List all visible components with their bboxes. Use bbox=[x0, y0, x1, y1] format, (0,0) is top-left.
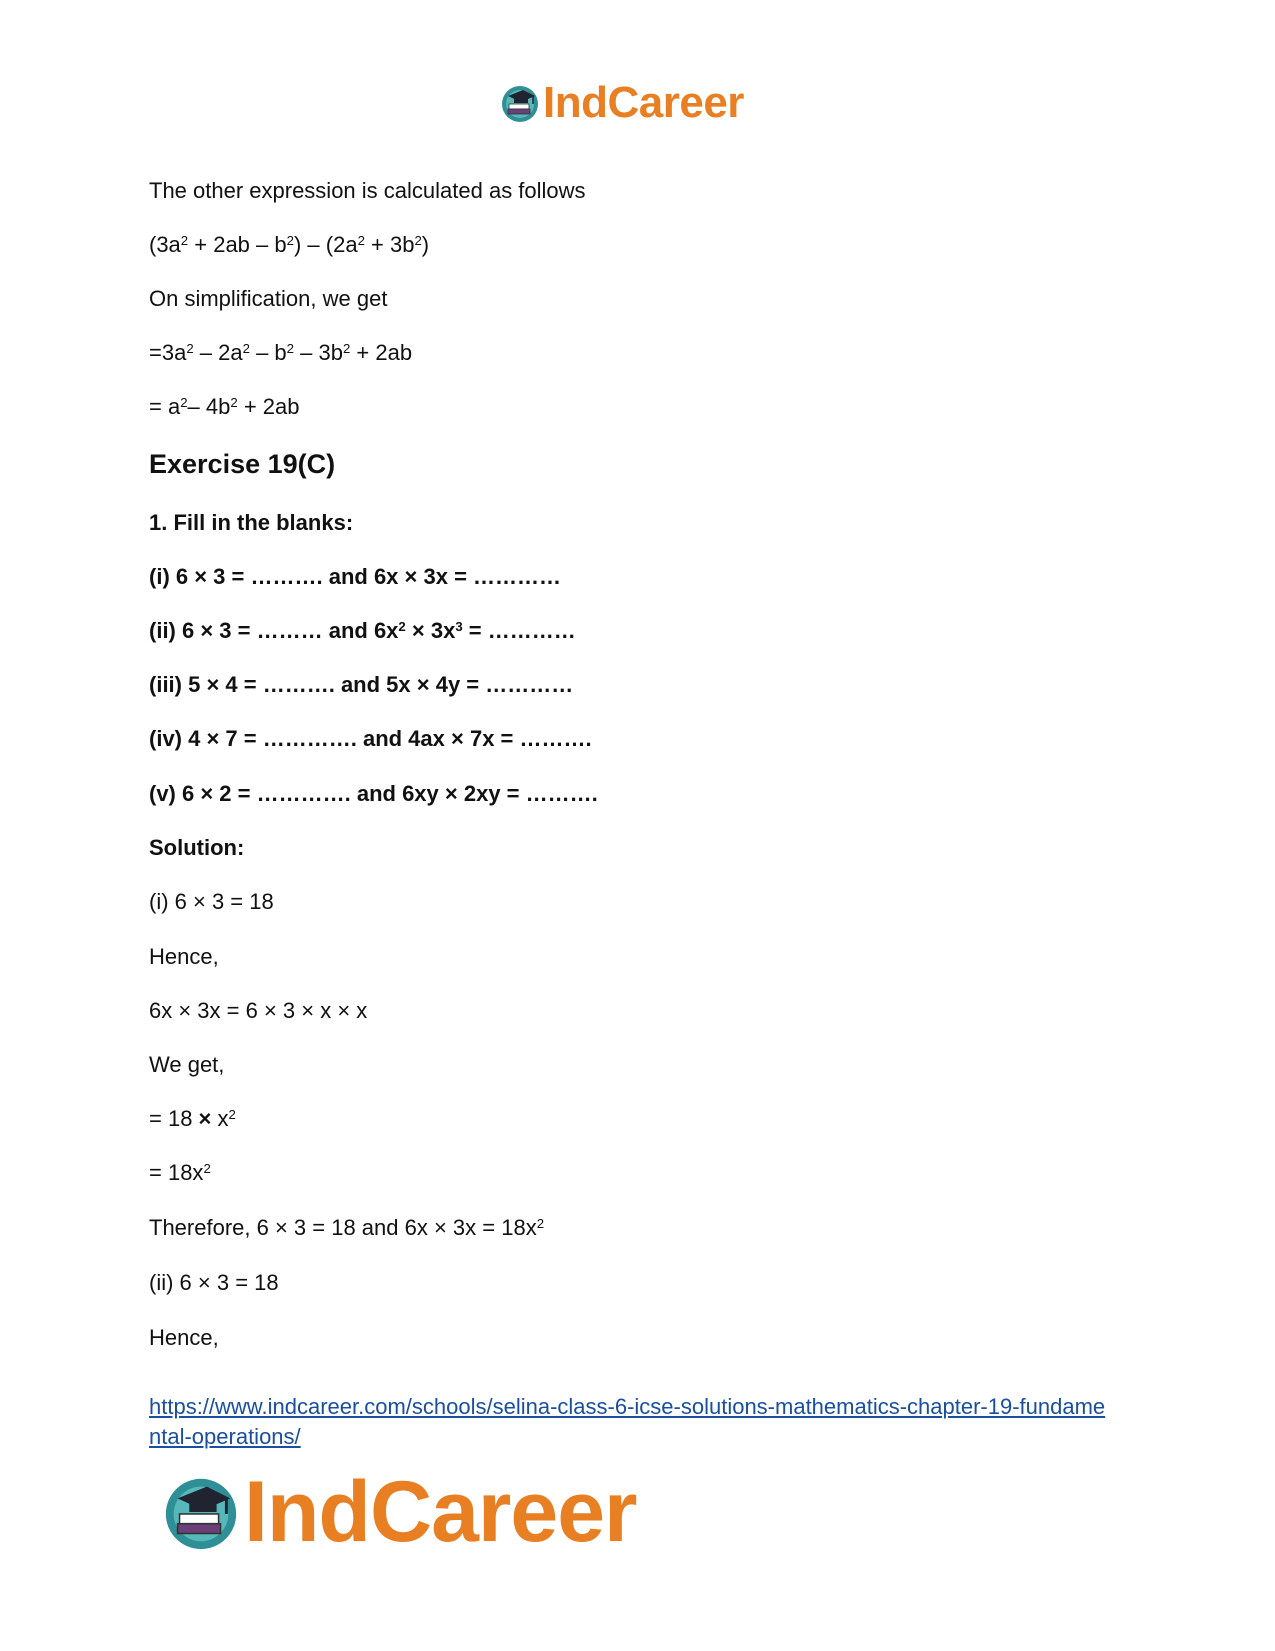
graduation-cap-book-icon bbox=[499, 82, 541, 124]
expression-line: $=3a^2 - 2a^2 - b^2 - 3b^2 + 2ab$ bbox=[149, 340, 413, 365]
solution-line: We get, bbox=[149, 1052, 225, 1077]
source-link[interactable]: https://www.indcareer.com/schools/selina-class-6-icse-solutions-mathematics-chapter-19-fundamental-operations/ bbox=[149, 1394, 1106, 1449]
question-item: (ii) 6 × 3 = ……… and $6x^2 \times 3x^3$ = ………… bbox=[149, 618, 576, 643]
solution-line: 6x × 3x = 6 × 3 × x × x bbox=[149, 998, 368, 1023]
expression-line: = $a^2-$ $4b^2 + 2ab$ bbox=[149, 394, 300, 419]
footer-logo bbox=[160, 1463, 637, 1560]
question-item: (v) 6 × 2 = …………. and 6xy × 2xy = ………. bbox=[149, 781, 598, 806]
solution-line: = $18x^2$ bbox=[149, 1160, 211, 1185]
solution-line: (i) 6 × 3 = 18 bbox=[149, 889, 274, 914]
solution-heading: Solution: bbox=[149, 835, 245, 860]
solution-line: Hence, bbox=[149, 1325, 219, 1350]
solution-line: Therefore, 6 × 3 = 18 and $6x \times 3x = 18x^2$ bbox=[149, 1215, 545, 1240]
text-line: The other expression is calculated as follows bbox=[149, 178, 586, 203]
solution-line: Hence, bbox=[149, 944, 219, 969]
question-item: (i) 6 × 3 = ………. and 6x × 3x = ………… bbox=[149, 564, 562, 589]
question-item: (iv) 4 × 7 = …………. and 4ax × 7x = ………. bbox=[149, 726, 592, 751]
question-item: (iii) 5 × 4 = ………. and 5x × 4y = ………… bbox=[149, 672, 574, 697]
graduation-cap-book-icon bbox=[160, 1471, 242, 1553]
question-title: 1. Fill in the blanks: bbox=[149, 510, 354, 535]
footer-logo-text: IndCareer bbox=[244, 1463, 637, 1560]
header-logo bbox=[499, 78, 744, 128]
text-line: On simplification, we get bbox=[149, 286, 388, 311]
expression-line: $(3a^2 + 2ab - b^2) - (2a^2 + 3b^2)$ bbox=[149, 232, 430, 257]
solution-line: = $18 \times x^2$ bbox=[149, 1106, 236, 1131]
exercise-heading: Exercise 19(C) bbox=[149, 449, 336, 479]
header-logo-text: IndCareer bbox=[543, 78, 744, 127]
solution-line: (ii) 6 × 3 = 18 bbox=[149, 1270, 279, 1295]
